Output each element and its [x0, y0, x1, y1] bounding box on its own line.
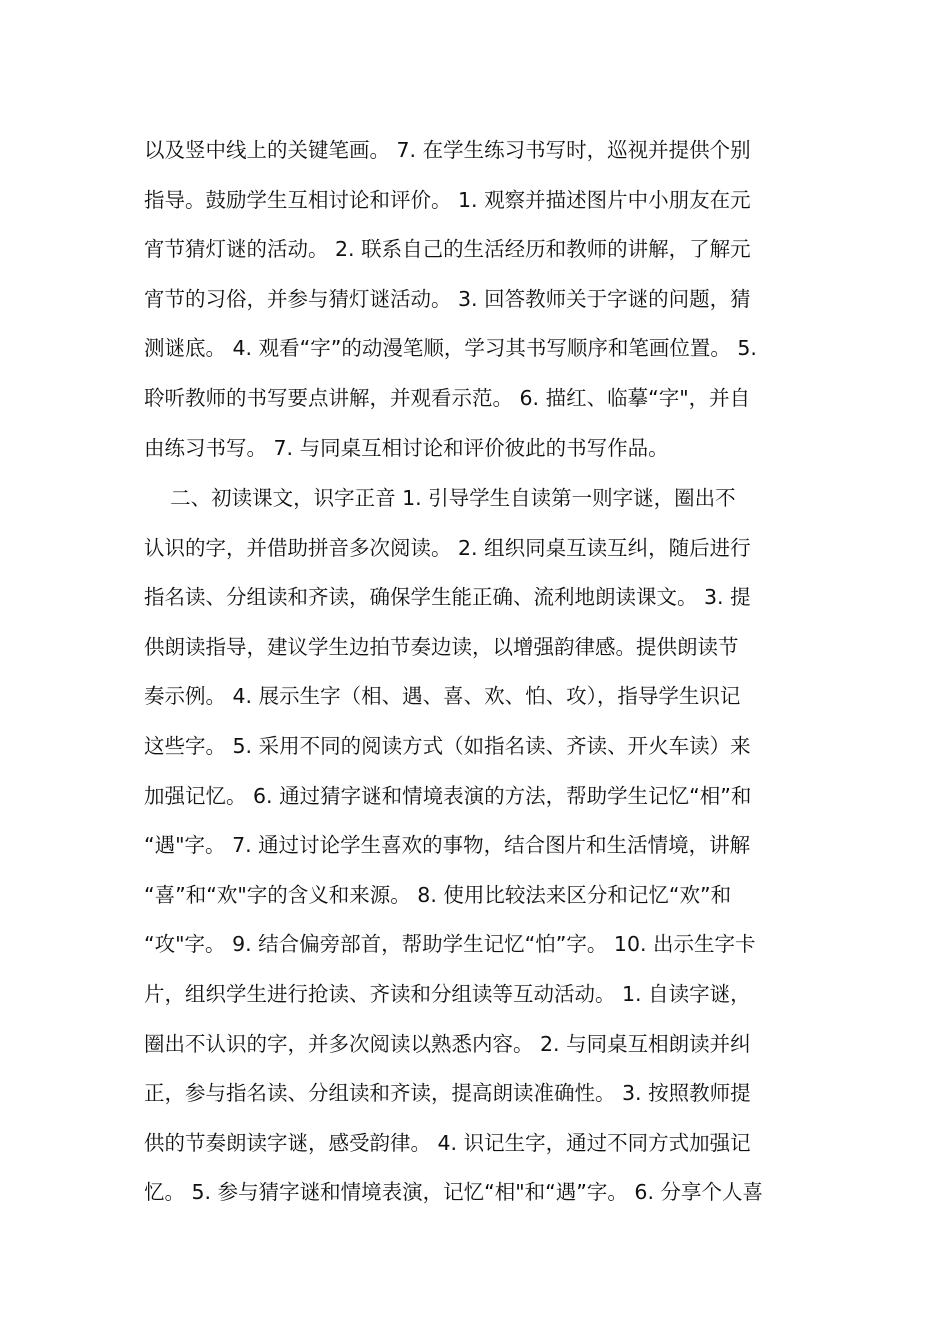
text-line: 由练习书写。 7. 与同桌互相讨论和评价彼此的书写作品。: [144, 435, 669, 460]
paragraph-1: [144, 126, 808, 473]
text-line: 正，参与指名读、分组读和齐读，提高朗读准确性。 3. 按照教师提: [144, 1081, 751, 1106]
text-line: 聆听教师的书写要点讲解，并观看示范。 6. 描红、临摹“字"，并自: [144, 385, 751, 410]
text-line: 奏示例。 4. 展示生字（相、遇、喜、欢、怕、攻），指导学生识记: [144, 684, 741, 709]
text-line: 认识的字，并借助拼音多次阅读。 2. 组织同桌互读互纠，随后进行: [144, 535, 751, 560]
text-line: “喜”和“欢"字的含义和来源。 8. 使用比较法来区分和记忆“欢”和: [144, 882, 732, 907]
text-line: 圈出不认识的字，并多次阅读以熟悉内容。 2. 与同桌互相朗读并纠: [144, 1031, 751, 1056]
text-line: 指名读、分组读和齐读，确保学生能正确、流利地朗读课文。 3. 提: [144, 585, 751, 610]
text-line: 以及竖中线上的关键笔画。 7. 在学生练习书写时，巡视并提供个别: [144, 138, 751, 162]
text-line: 这些字。 5. 采用不同的阅读方式（如指名读、齐读、开火车读）来: [144, 733, 751, 758]
text-line: “遇"字。 7. 通过讨论学生喜欢的事物，结合图片和生活情境，讲解: [144, 833, 751, 858]
text-line: 加强记忆。 6. 通过猜字谜和情境表演的方法，帮助学生记忆“相”和: [144, 783, 752, 808]
text-line: 供的节奏朗读字谜，感受韵律。 4. 识记生字，通过不同方式加强记: [144, 1130, 751, 1155]
text-line: 指导。鼓励学生互相讨论和评价。 1. 观察并描述图片中小朋友在元: [144, 187, 751, 212]
text-line: “攻"字。 9. 结合偏旁部首，帮助学生记忆“怕”字。 10. 出示生字卡: [144, 932, 756, 957]
text-line: 忆。 5. 参与猜字谜和情境表演，记忆“相"和“遇”字。 6. 分享个人喜: [144, 1180, 763, 1205]
text-line: 供朗读指导，建议学生边拍节奏边读，以增强韵律感。提供朗读节: [144, 634, 739, 659]
text-line: 宵节猜灯谜的活动。 2. 联系自己的生活经历和教师的讲解，了解元: [144, 237, 751, 262]
text-line: 测谜底。 4. 观看“字”的动漫笔顺，学习其书写顺序和笔画位置。 5.: [144, 336, 757, 361]
text-line: 宵节的习俗，并参与猜灯谜活动。 3. 回答教师关于字谜的问题，猜: [144, 286, 751, 311]
paragraph-2: [144, 474, 808, 1218]
text-line: 片，组织学生进行抢读、齐读和分组读等互动活动。 1. 自读字谜，: [144, 981, 751, 1006]
text-line: 二、初读课文，识字正音 1. 引导学生自读第一则字谜，圈出不: [144, 486, 736, 510]
